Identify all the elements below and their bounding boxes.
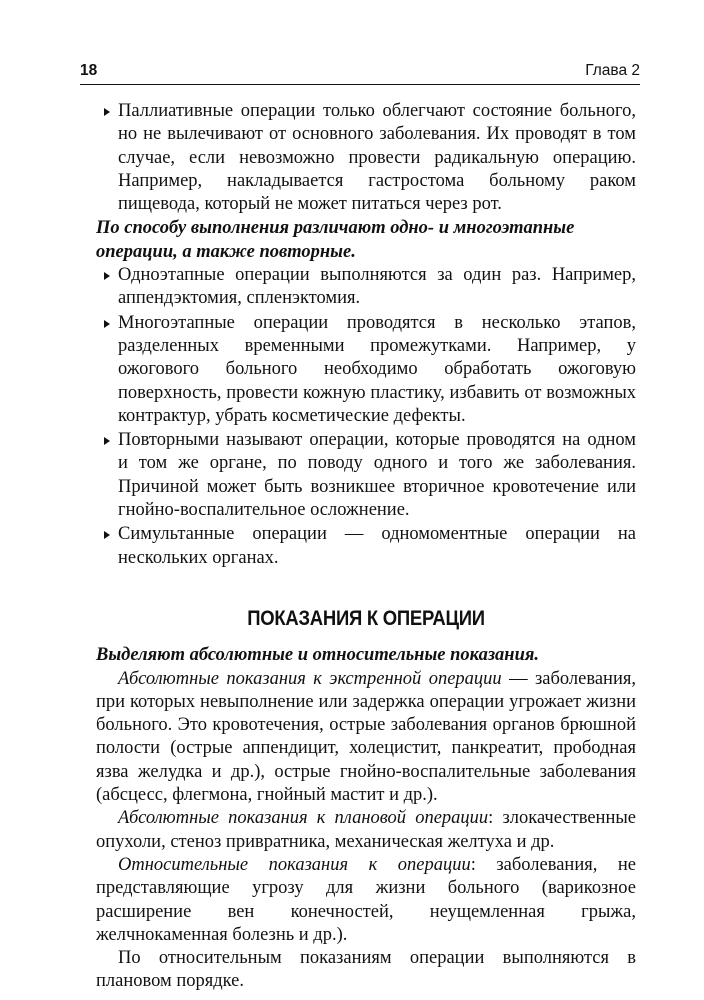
page-body	[96, 100, 636, 994]
triangle-bullet-icon	[104, 531, 110, 539]
triangle-bullet-icon	[104, 108, 110, 116]
triangle-bullet-icon	[104, 272, 110, 280]
paragraph-term: Относительные показания к операции	[118, 854, 471, 875]
page-number: 18	[80, 62, 98, 79]
paragraph	[96, 807, 636, 854]
list-item	[96, 264, 636, 311]
paragraph-text: По относительным показаниям операции выполняются в плановом порядке.	[96, 948, 636, 992]
chapter-label: Глава 2	[585, 62, 640, 79]
paragraph-text: — заболевания, при которых невыполнение или задержка операции угрожает жизни больного. Это кровотечения, острые заболевания органов брюшной полости (острые аппендицит, холецистит, панкреатит, прободная язва желудка и др.), острые гнойно-воспалительные заболевания (абсцесс, флегмона, гнойный мастит и др.).	[96, 668, 636, 806]
paragraph-term: Абсолютные показания к экстренной операции	[118, 668, 502, 689]
list-item-text: Одноэтапные операции выполняются за один раз. Например, аппендэктомия, спленэктомия.	[118, 265, 636, 309]
list-item	[96, 312, 636, 428]
paragraph-text: : злокачественные опухоли, стеноз привратника, механическая желтуха и др.	[96, 808, 636, 852]
paragraph	[96, 854, 636, 947]
header-rule	[80, 84, 640, 85]
list-item-text: Паллиативные операции только облегчают состояние больного, но не вылечивают от основного заболевания. Их проводят в том случае, если невозможно провести радикальную операцию. Например, накладывается гастростома больному раком пищевода, который не может питаться через рот.	[118, 101, 636, 215]
lead-paragraph: По способу выполнения различают одно- и многоэтапные операции, а также повторные.	[96, 218, 575, 262]
paragraph-term: Абсолютные показания к плановой операции	[118, 808, 489, 829]
list-item-text: Многоэтапные операции проводятся в несколько этапов, разделенных временными промежутками. Например, у ожогового больного необходимо обработать ожоговую поверхность, провести кожную пластику, избавить от возможных контрактур, убрать косметические дефекты.	[118, 312, 636, 426]
section-heading: ПОКАЗАНИЯ К ОПЕРАЦИИ	[247, 606, 485, 630]
list-item	[96, 523, 636, 570]
list-item-text: Симультанные операции — одномоментные операции на нескольких органах.	[118, 524, 636, 568]
triangle-bullet-icon	[104, 320, 110, 328]
list-item	[96, 100, 636, 216]
paragraph	[96, 947, 636, 994]
list-item	[96, 429, 636, 522]
paragraph-text: : заболевания, не представляющие угрозу для жизни больного (варикозное расширение вен конечностей, неущемленная грыжа, желчнокаменная болезнь и др.).	[96, 854, 636, 945]
lead-paragraph: Выделяют абсолютные и относительные показания.	[96, 645, 540, 666]
list-item-text: Повторными называют операции, которые проводятся на одном и том же органе, по поводу одного и того же заболевания. Причиной может быть возникшее вторичное кровотечение или гнойно-воспалительное осложнение.	[118, 430, 636, 521]
triangle-bullet-icon	[104, 437, 110, 445]
paragraph	[96, 668, 636, 808]
